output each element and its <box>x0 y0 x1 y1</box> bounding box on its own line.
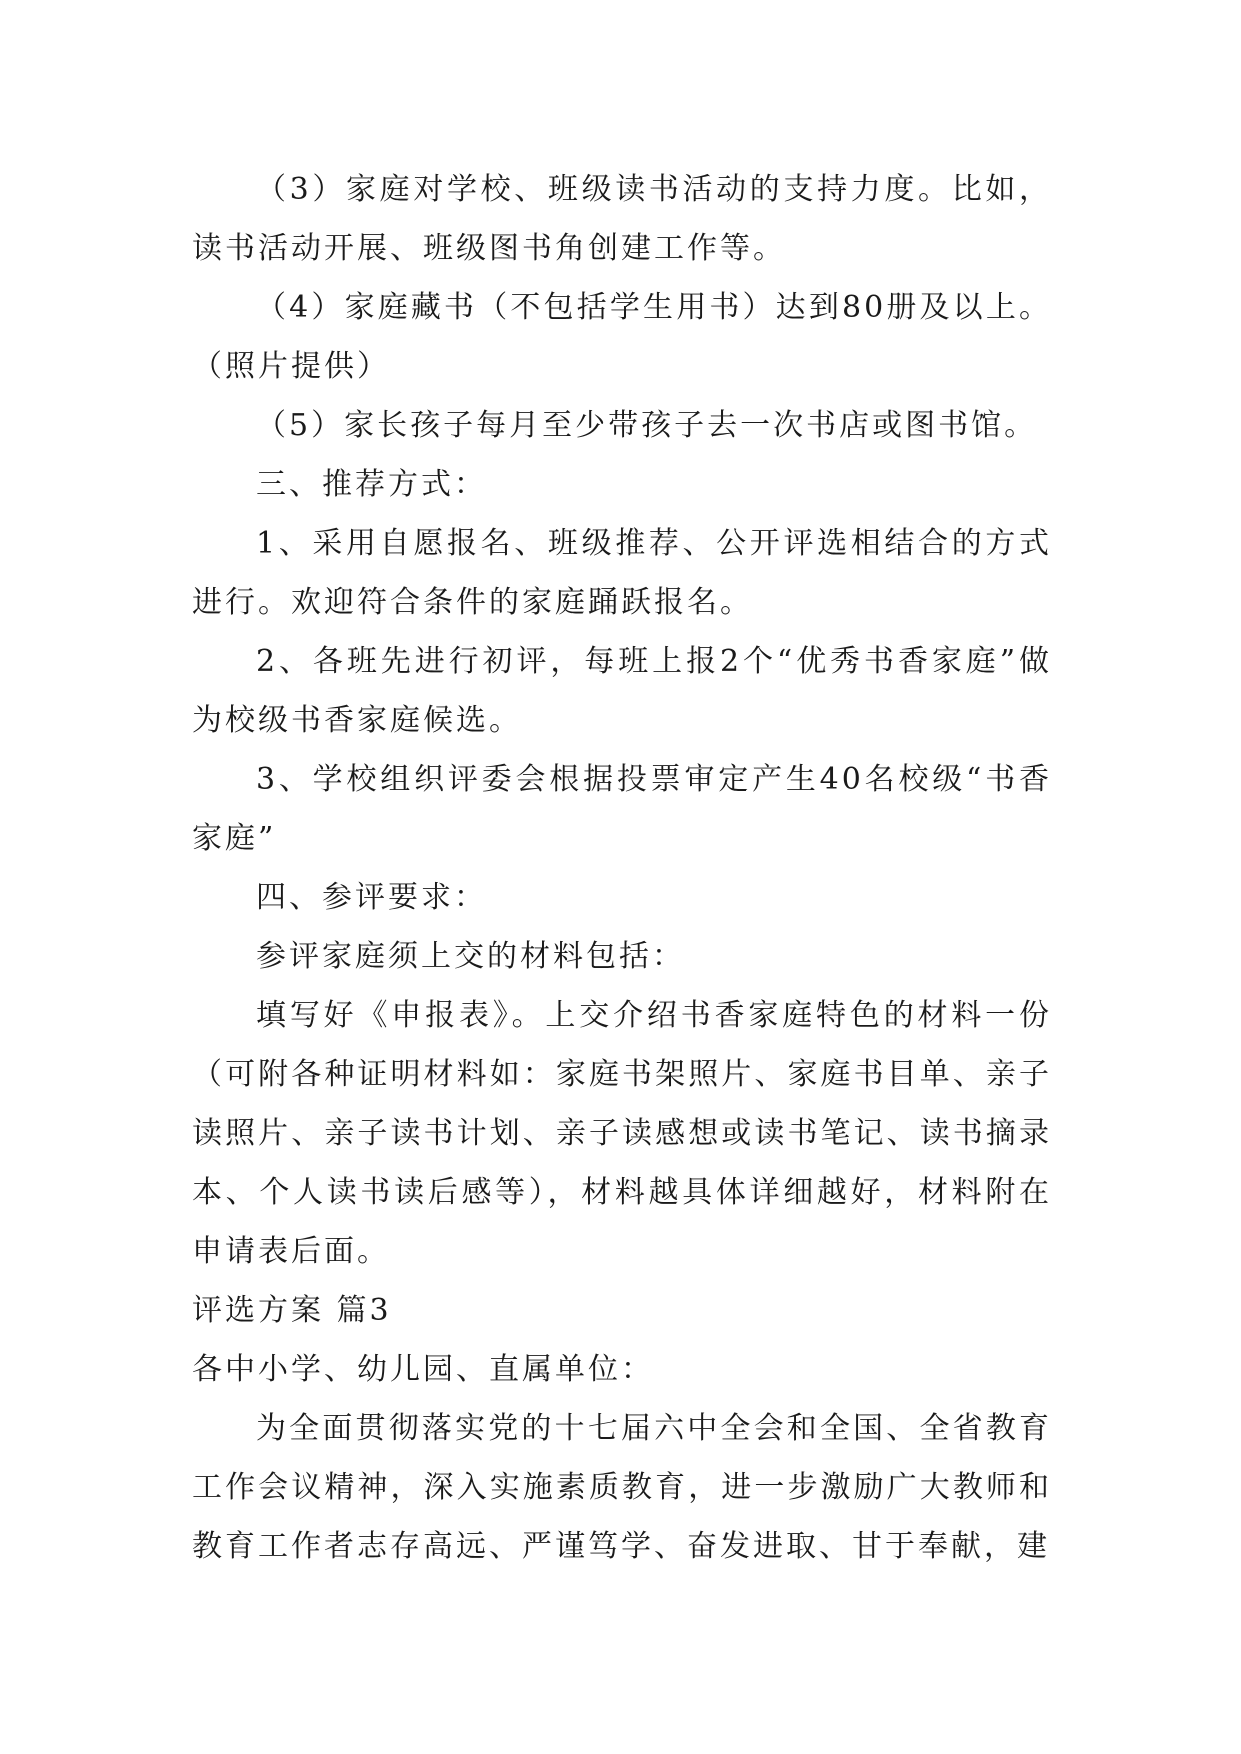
paragraph-materials-intro: 参评家庭须上交的材料包括： <box>256 939 685 974</box>
paragraph-addressees: 各中小学、幼儿园、直属单位： <box>192 1352 654 1387</box>
paragraph-family-books: （4）家庭藏书（不包括学生用书）达到80册及以上。（照片提供） <box>192 290 1052 384</box>
heading-recommendation-method: 三、推荐方式： <box>256 467 487 502</box>
paragraph-bookstore-visit: （5）家长孩子每月至少带孩子去一次书店或图书馆。 <box>256 408 1038 443</box>
paragraph-method-1: 1、采用自愿报名、班级推荐、公开评选相结合的方式进行。欢迎符合条件的家庭踊跃报名。 <box>192 526 1052 620</box>
paragraph-materials-detail: 填写好《申报表》。上交介绍书香家庭特色的材料一份（可附各种证明材料如：家庭书架照片、家庭书目单、亲子读照片、亲子读书计划、亲子读感想或读书笔记、读书摘录本、个人读书读后感等），材料越具体详细越好，材料附在申请表后面。 <box>192 998 1052 1269</box>
paragraph-method-3: 3、学校组织评委会根据投票审定产生40名校级“书香家庭” <box>192 762 1052 856</box>
document-page <box>192 160 1052 1576</box>
paragraph-method-2: 2、各班先进行初评，每班上报2个“优秀书香家庭”做为校级书香家庭候选。 <box>192 644 1052 738</box>
section-title-plan-3: 评选方案 篇3 <box>192 1293 392 1328</box>
paragraph-family-support: （3）家庭对学校、班级读书活动的支持力度。比如，读书活动开展、班级图书角创建工作等。 <box>192 172 1052 266</box>
heading-requirements: 四、参评要求： <box>256 880 487 915</box>
paragraph-intro-plan-3: 为全面贯彻落实党的十七届六中全会和全国、全省教育工作会议精神，深入实施素质教育，进一步激励广大教师和教育工作者志存高远、严谨笃学、奋发进取、甘于奉献，建 <box>192 1411 1052 1564</box>
